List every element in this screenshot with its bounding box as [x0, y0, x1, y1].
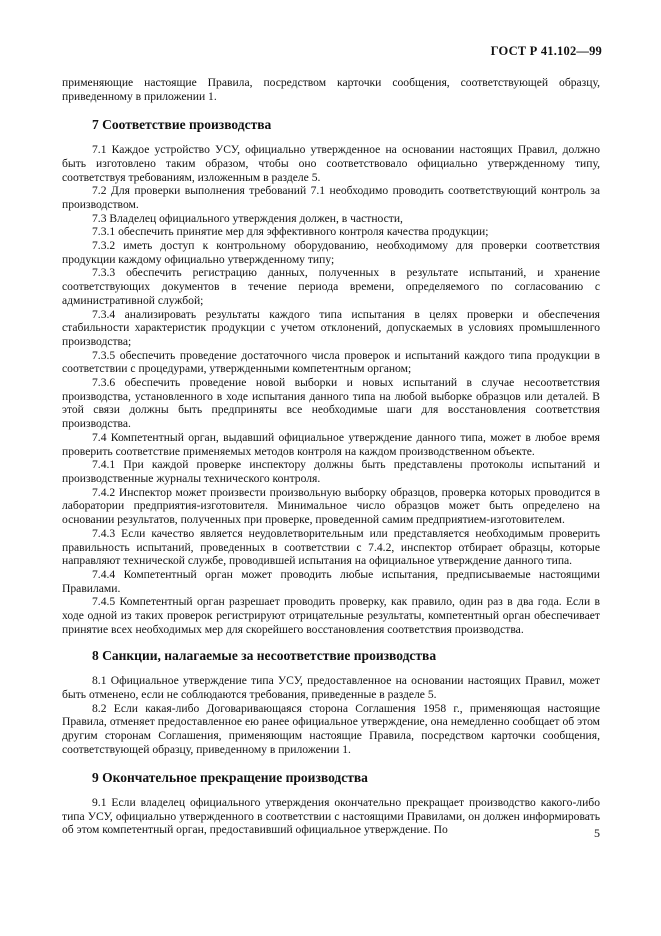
paragraph-7-3-4: 7.3.4 анализировать результаты каждого типа испытания в целях проверки и обеспечения стабильности характеристик продукции с учетом отклонений, допускаемых в условиях промышленного производства;	[62, 307, 600, 348]
intro-paragraph: применяющие настоящие Правила, посредством карточки сообщения, соответствующей образцу, приведенному в приложении 1.	[62, 76, 600, 103]
document-body	[62, 76, 600, 837]
paragraph-7-3-3: 7.3.3 обеспечить регистрацию данных, полученных в результате испытаний, и хранение соответствующих документов в течение периода времени, определяемого по согласованию с административной службой;	[62, 266, 600, 307]
section-9-title: 9 Окончательное прекращение производства	[92, 770, 368, 786]
paragraph-7-4-4: 7.4.4 Компетентный орган может проводить любые испытания, предписываемые настоящими Правилами.	[62, 567, 600, 595]
paragraph-7-3: 7.3 Владелец официального утверждения должен, в частности,	[92, 211, 403, 225]
paragraph-8-1: 8.1 Официальное утверждение типа УСУ, предоставленное на основании настоящих Правил, может быть отменено, если не соблюдаются требования, приведенные в разделе 5.	[62, 674, 600, 701]
paragraph-7-4-1: 7.4.1 При каждой проверке инспектору должны быть представлены протоколы испытаний и производственные журналы технического контроля.	[62, 458, 600, 485]
section-8-title: 8 Санкции, налагаемые за несоответствие производства	[92, 648, 437, 664]
paragraph-7-3-1: 7.3.1 обеспечить принятие мер для эффективного контроля качества продукции;	[92, 225, 489, 239]
document-header: ГОСТ Р 41.102—99	[490, 44, 602, 58]
paragraph-7-4-2: 7.4.2 Инспектор может произвести произвольную выборку образцов, проверка которых проводится в лаборатории предприятия-изготовителя. Минимальное число образцов может быть определено на основании результатов, полученных при проверке, проведенной самим предприятием-изготовителем.	[62, 485, 600, 527]
paragraph-7-4-3: 7.4.3 Если качество является неудовлетворительным или представляется необходимым проверить правильность испытаний, проведенных в соответствии с 7.4.2, инспектор отбирает образцы, которые направляют технической службе, проводившей испытания на официальное утверждение данного типа.	[62, 526, 600, 568]
paragraph-8-2: 8.2 Если какая-либо Договаривающаяся сторона Соглашения 1958 г., применяющая настоящие Правила, отменяет предоставленное ею ранее официальное утверждение, она немедленно сообщает об этом другим сторонам Соглашения, применяющим настоящие Правила, посредством карточки сообщения, соответствующей образцу, приведенному в приложении 1.	[62, 701, 600, 756]
paragraph-7-1: 7.1 Каждое устройство УСУ, официально утвержденное на основании настоящих Правил, должно быть изготовлено таким образом, чтобы оно соответствовало официально утвержденному типу, соответствуя требованиям, изложенным в разделе 5.	[62, 143, 600, 184]
paragraph-7-3-2: 7.3.2 иметь доступ к контрольному оборудованию, необходимому для проверки соответствия продукции каждому официально утвержденному типу;	[62, 239, 600, 266]
paragraph-7-3-6: 7.3.6 обеспечить проведение новой выборки и новых испытаний в случае несоответствия производства, установленного в ходе испытания данного типа на любой выборке образцов или деталей. В этой связи должны быть предприняты все необходимые шаги для восстановления соответствия производства.	[62, 376, 600, 431]
page-number: 5	[594, 826, 600, 840]
paragraph-7-2: 7.2 Для проверки выполнения требований 7.1 необходимо проводить соответствующий контроль за производством.	[62, 184, 600, 211]
paragraph-7-4: 7.4 Компетентный орган, выдавший официальное утверждение данного типа, может в любое время проверить соответствие применяемых методов контроля на каждом производственном объекте.	[62, 430, 600, 458]
paragraph-9-1: 9.1 Если владелец официального утверждения окончательно прекращает производство какого-либо типа УСУ, официально утвержденного в соответствии с настоящими Правилами, он должен информировать об этом компетентный орган, предоставивший официальное утверждение. По	[62, 796, 600, 837]
section-7-title: 7 Соответствие производства	[92, 117, 272, 133]
paragraph-7-3-5: 7.3.5 обеспечить проведение достаточного числа проверок и испытаний каждого типа продукции в соответствии с процедурами, утвержденными компетентным органом;	[62, 348, 600, 376]
paragraph-7-4-5: 7.4.5 Компетентный орган разрешает проводить проверку, как правило, один раз в два года. Если в ходе одной из таких проверок регистрируют отрицательные результаты, компетентный орган обеспечивает принятие всех необходимых мер для скорейшего восстановления соответствия производства.	[62, 595, 600, 636]
